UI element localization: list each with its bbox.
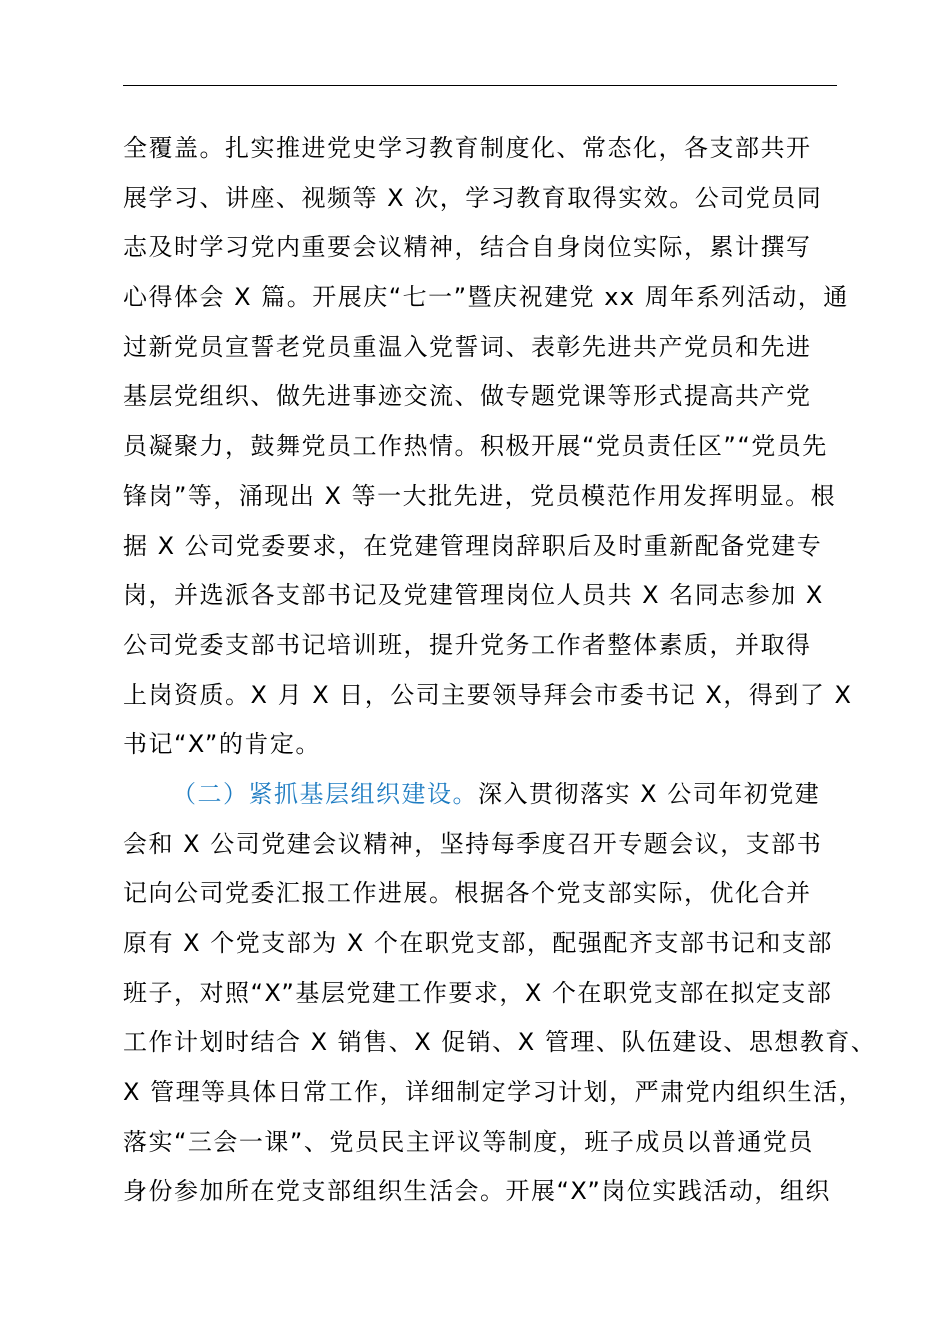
text-line: 公司党委支部书记培训班，提升党务工作者整体素质，并取得: [123, 630, 812, 659]
text-line: 书记“X”的肯定。: [123, 730, 321, 759]
header-rule: [123, 85, 837, 86]
text-line: 记向公司党委汇报工作进展。根据各个党支部实际，优化合并: [123, 879, 812, 908]
heading-line-text: 深入贯彻落实 X 公司年初党建: [478, 779, 821, 808]
section-heading: （二）紧抓基层组织建设。: [172, 779, 478, 808]
paragraph-2: [123, 770, 877, 1217]
text-line: 落实“三会一课”、党员民主评议等制度，班子成员以普通党员: [123, 1127, 814, 1156]
paragraph-1: [123, 124, 865, 770]
text-line: 身份参加所在党支部组织生活会。开展“X”岗位实践活动，组织: [123, 1177, 831, 1206]
text-line: 工作计划时结合 X 销售、X 促销、X 管理、队伍建设、思想教育、: [123, 1028, 877, 1057]
text-line: 班子，对照“X”基层党建工作要求，X 个在职党支部在拟定支部: [123, 978, 833, 1007]
text-line: 基层党组织、做先进事迹交流、做专题党课等形式提高共产党: [123, 382, 812, 411]
text-line: 会和 X 公司党建会议精神，坚持每季度召开专题会议，支部书: [123, 829, 823, 858]
text-line: 锋岗”等，涌现出 X 等一大批先进，党员模范作用发挥明显。根: [123, 481, 837, 510]
text-line: 过新党员宣誓老党员重温入党誓词、表彰先进共产党员和先进: [123, 332, 812, 361]
text-line: 志及时学习党内重要会议精神，结合自身岗位实际，累计撰写: [123, 233, 812, 262]
document-body: [123, 124, 877, 1217]
text-line: 心得体会 X 篇。开展庆“七一”暨庆祝建党 xx 周年系列活动，通: [123, 283, 849, 312]
section-heading-line: [123, 770, 865, 820]
text-line: 全覆盖。扎实推进党史学习教育制度化、常态化，各支部共开: [123, 134, 812, 162]
text-line: 据 X 公司党委要求，在党建管理岗辞职后及时重新配备党建专: [123, 531, 823, 560]
text-line: 展学习、讲座、视频等 X 次，学习教育取得实效。公司党员同: [123, 183, 823, 212]
text-line: 原有 X 个党支部为 X 个在职党支部，配强配齐支部书记和支部: [123, 929, 833, 957]
text-line: X 管理等具体日常工作，详细制定学习计划，严肃党内组织生活，: [123, 1078, 865, 1107]
text-line: 上岗资质。X 月 X 日，公司主要领导拜会市委书记 X，得到了 X: [123, 680, 853, 709]
text-line: 员凝聚力，鼓舞党员工作热情。积极开展“党员责任区”“党员先: [123, 432, 828, 461]
text-line: 岗，并选派各支部书记及党建管理岗位人员共 X 名同志参加 X: [123, 581, 824, 610]
